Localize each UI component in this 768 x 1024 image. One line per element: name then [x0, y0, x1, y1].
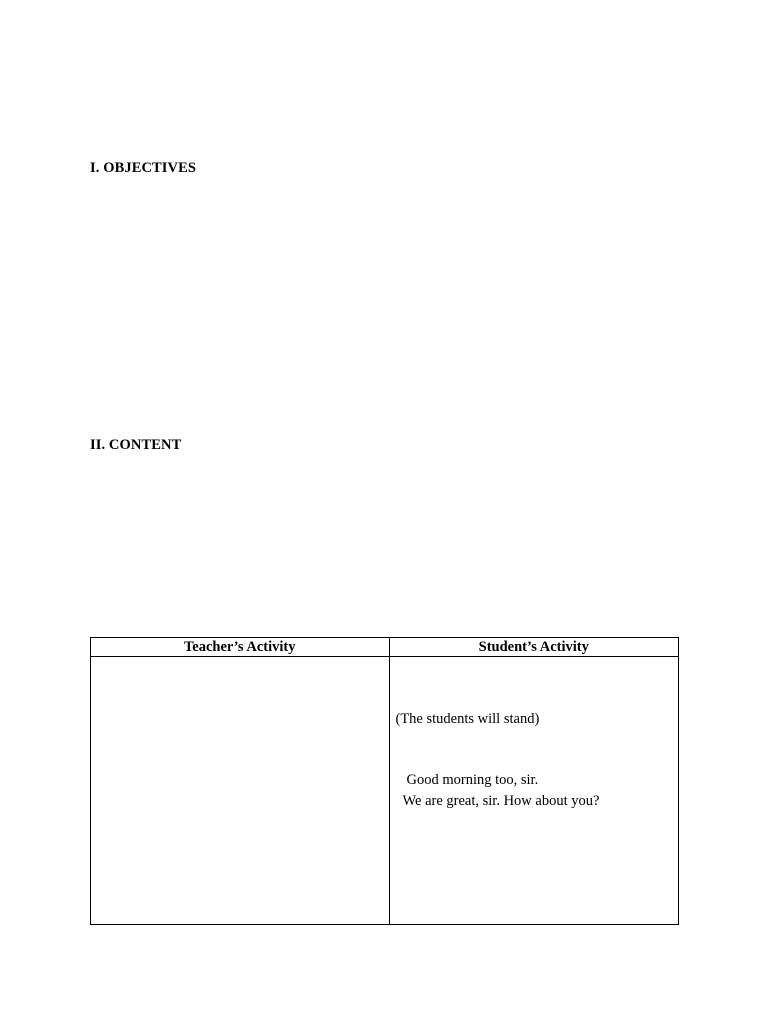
- student-line-stand: (The students will stand): [395, 711, 540, 727]
- student-line-greeting: Good morning too, sir.: [406, 772, 539, 788]
- content-heading: II. CONTENT: [90, 437, 182, 453]
- table-header-row: [91, 638, 679, 657]
- teacher-activity-header: Teacher’s Activity: [91, 638, 390, 657]
- student-activity-cell: [389, 657, 679, 925]
- student-line-response: We are great, sir. How about you?: [402, 793, 600, 809]
- student-activity-header: Student’s Activity: [389, 638, 679, 657]
- teacher-activity-cell: [91, 657, 390, 925]
- table-row: [91, 657, 679, 925]
- objectives-heading: I. OBJECTIVES: [90, 160, 197, 176]
- activity-table: [90, 637, 679, 925]
